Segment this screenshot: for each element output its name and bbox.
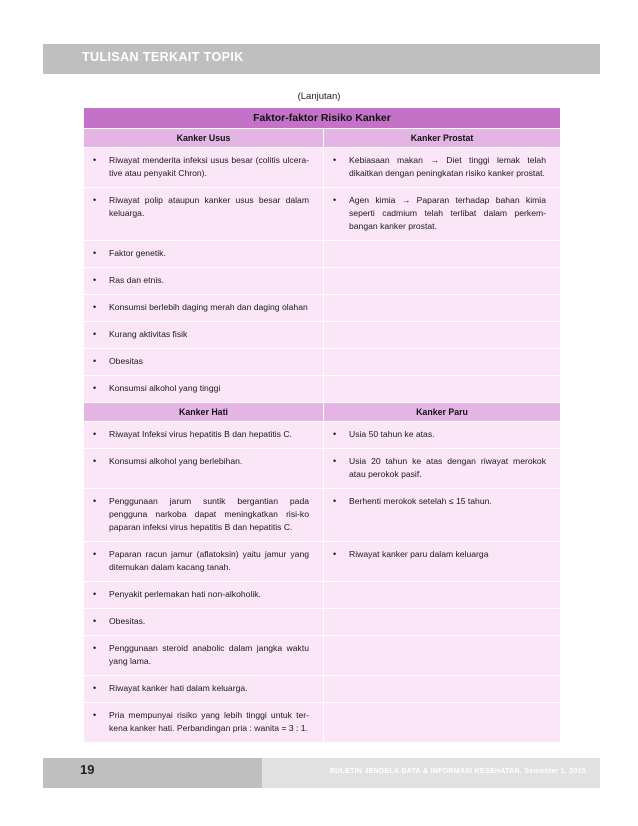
bullet-item: • Agen kimia → Paparan terhadap bahan kimia seperti cadmium telah terlibat dalam perkem-bangan kanker prostat. (324, 188, 560, 240)
table-cell (324, 703, 561, 743)
table-cell (324, 582, 561, 609)
bullet-item: • Riwayat kanker hati dalam keluarga. (84, 676, 323, 702)
bullet-item: • Penggunaan jarum suntik bergantian pada pengguna narkoba dapat meningkatkan risi-ko paparan infeksi virus hepatitis B dan hepatitis C. (84, 489, 323, 541)
bullet-item: • Usia 20 tahun ke atas dengan riwayat merokok atau perokok pasif. (324, 449, 560, 488)
table-cell (324, 148, 561, 188)
bullet-item: • Usia 50 tahun ke atas. (324, 422, 560, 448)
bullet-item: • Ras dan etnis. (84, 268, 323, 294)
bullet-item: • Paparan racun jamur (aflatoksin) yaitu jamur yang ditemukan dalam kacang tanah. (84, 542, 323, 581)
table-row (84, 636, 561, 676)
table-row (84, 268, 561, 295)
bullet-item: • Konsumsi berlebih daging merah dan daging olahan (84, 295, 323, 321)
table-cell (84, 241, 324, 268)
table-row (84, 148, 561, 188)
table-body (84, 129, 561, 743)
section-header-row (84, 403, 561, 422)
table-row (84, 489, 561, 542)
table-cell (324, 609, 561, 636)
bullet-item: • Konsumsi alkohol yang tinggi (84, 376, 323, 402)
bullet-item: • Kurang aktivitas fisik (84, 322, 323, 348)
bullet-item: • Faktor genetik. (84, 241, 323, 267)
bullet-item: • Berhenti merokok setelah ≤ 15 tahun. (324, 489, 560, 515)
section-header-row (84, 129, 561, 148)
table-cell (84, 349, 324, 376)
column-header: Kanker Prostat (324, 129, 561, 148)
table-cell (84, 295, 324, 322)
table-cell (84, 322, 324, 349)
table-row (84, 188, 561, 241)
table-cell (84, 676, 324, 703)
table-cell (324, 449, 561, 489)
bullet-item: • Riwayat Infeksi virus hepatitis B dan hepatitis C. (84, 422, 323, 448)
table-cell (84, 609, 324, 636)
table-cell (324, 322, 561, 349)
table-cell (324, 489, 561, 542)
table-cell (324, 542, 561, 582)
table-cell (84, 268, 324, 295)
table-cell (324, 676, 561, 703)
column-header: Kanker Hati (84, 403, 324, 422)
table-row (84, 609, 561, 636)
table-row (84, 676, 561, 703)
table-cell (84, 376, 324, 403)
section-title: TULISAN TERKAIT TOPIK (82, 50, 244, 64)
table-cell (324, 636, 561, 676)
table-cell (84, 489, 324, 542)
table-cell (84, 148, 324, 188)
bullet-item: • Obesitas (84, 349, 323, 375)
table-row (84, 582, 561, 609)
bullet-item: • Kebiasaan makan → Diet tinggi lemak telah dikaitkan dengan peningkatan risiko kanker prostat. (324, 148, 560, 187)
table-row (84, 241, 561, 268)
table-row (84, 322, 561, 349)
risk-factors-table (83, 107, 561, 743)
table-cell (324, 241, 561, 268)
table-row (84, 422, 561, 449)
footer-left-bar (43, 758, 262, 788)
column-header: Kanker Paru (324, 403, 561, 422)
table-cell (324, 295, 561, 322)
table-cell (84, 582, 324, 609)
table-cell (324, 188, 561, 241)
table-cell (84, 542, 324, 582)
table-title-row (84, 108, 561, 129)
table-row (84, 349, 561, 376)
page-number: 19 (80, 762, 95, 777)
table-cell (84, 449, 324, 489)
table-cell (324, 349, 561, 376)
table-row (84, 295, 561, 322)
bullet-item: • Konsumsi alkohol yang berlebihan. (84, 449, 323, 475)
table-row (84, 703, 561, 743)
table-cell (84, 188, 324, 241)
bullet-item: • Penyakit perlemakan hati non-alkoholik. (84, 582, 323, 608)
bullet-item: • Riwayat menderita infeksi usus besar (colitis ulcera-tive atau penyakit Chron). (84, 148, 323, 187)
bullet-item: • Obesitas. (84, 609, 323, 635)
bullet-item: • Riwayat kanker paru dalam keluarga (324, 542, 560, 568)
table-cell (84, 703, 324, 743)
bullet-item: • Riwayat polip ataupun kanker usus besar dalam keluarga. (84, 188, 323, 227)
table-cell (84, 636, 324, 676)
bullet-item: • Pria mempunyai risiko yang lebih tinggi untuk ter-kena kanker hati. Perbandingan pria : wanita = 3 : 1. (84, 703, 323, 742)
table-row (84, 376, 561, 403)
table-cell (84, 422, 324, 449)
table-row (84, 542, 561, 582)
table-cell (324, 376, 561, 403)
continued-label: (Lanjutan) (297, 91, 341, 102)
column-header: Kanker Usus (84, 129, 324, 148)
bullet-item: • Penggunaan steroid anabolic dalam jangka waktu yang lama. (84, 636, 323, 675)
table-title: Faktor-faktor Risiko Kanker (84, 108, 561, 129)
table-cell (324, 268, 561, 295)
publication-name: BULETIN JENDELA DATA & INFORMASI KESEHATAN, Semester 1, 2015 (329, 768, 586, 775)
table-cell (324, 422, 561, 449)
table-row (84, 449, 561, 489)
